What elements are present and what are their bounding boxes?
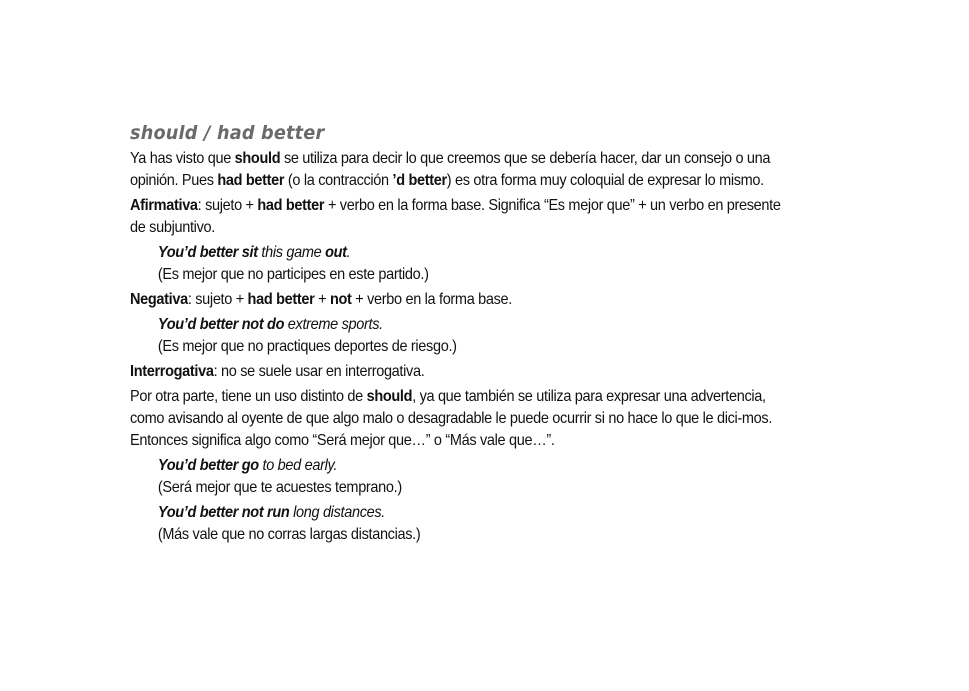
example-1-bold-2: out — [325, 244, 347, 261]
negative-text-1: : sujeto + — [187, 291, 248, 308]
example-2-italic-1: extreme sports. — [284, 316, 383, 333]
affirmative-rule — [130, 195, 792, 239]
example-3-english — [158, 455, 792, 477]
example-3 — [158, 455, 792, 499]
example-2-translation: (Es mejor que no practiques deportes de riesgo.) — [157, 338, 457, 355]
affirmative-text-2: + verbo en la forma base. Significa “Es mejor que” + un verbo en presente de subjuntivo. — [130, 197, 781, 236]
section-title: should / had better — [130, 122, 325, 144]
example-2 — [158, 314, 792, 358]
example-4 — [158, 502, 792, 546]
intro-paragraph — [130, 148, 792, 192]
example-1-italic-2: . — [346, 244, 351, 261]
negative-text-3: + verbo en la forma base. — [351, 291, 512, 308]
example-4-bold-1: You’d better not run — [157, 504, 290, 521]
negative-keyword-not: not — [329, 291, 352, 308]
intro-text-1: Ya has visto que — [130, 150, 235, 167]
example-2-english — [158, 314, 792, 336]
intro-keyword-contraction: ’d better — [392, 172, 447, 189]
example-1-english — [158, 242, 792, 264]
affirmative-keyword: had better — [257, 197, 325, 214]
interrogative-label: Interrogativa — [130, 363, 214, 380]
example-1-translation: (Es mejor que no participes en este partido.) — [157, 266, 429, 283]
example-4-english — [158, 502, 792, 524]
example-4-translation: (Más vale que no corras largas distancias.) — [157, 526, 421, 543]
intro-keyword-had-better: had better — [217, 172, 285, 189]
affirmative-text-1: : sujeto + — [197, 197, 258, 214]
negative-keyword-had-better: had better — [247, 291, 315, 308]
other-use-paragraph — [130, 386, 792, 452]
example-3-translation: (Será mejor que te acuestes temprano.) — [157, 479, 402, 496]
other-use-text-2: , ya que también se utiliza para expresar una advertencia, como avisando al oyente de que algo malo o desagradable le puede ocurrir si no hace lo que le dici-mos. Entonces significa algo como “Será mejor que…” o “Más vale que…”. — [130, 388, 773, 449]
interrogative-rule — [130, 361, 792, 383]
intro-text-2: se utiliza para decir lo que creemos que se debería hacer, dar un consejo o una opinión. Pues — [130, 150, 771, 189]
example-3-italic-1: to bed early. — [258, 457, 338, 474]
other-use-keyword-should: should — [366, 388, 413, 405]
grammar-section — [130, 120, 792, 549]
other-use-text-1: Por otra parte, tiene un uso distinto de — [130, 388, 367, 405]
intro-text-4: ) es otra forma muy coloquial de expresar lo mismo. — [446, 172, 764, 189]
intro-text-3: (o la contracción — [284, 172, 393, 189]
example-2-bold-1: You’d better not do — [157, 316, 285, 333]
example-1 — [158, 242, 792, 286]
example-3-bold-1: You’d better go — [157, 457, 259, 474]
interrogative-text: : no se suele usar en interrogativa. — [213, 363, 425, 380]
example-1-italic-1: this game — [257, 244, 326, 261]
intro-keyword-should: should — [234, 150, 281, 167]
affirmative-label: Afirmativa — [130, 197, 198, 214]
negative-rule — [130, 289, 792, 311]
example-1-bold-1: You’d better sit — [157, 244, 258, 261]
negative-text-2: + — [314, 291, 330, 308]
negative-label: Negativa — [130, 291, 188, 308]
example-4-italic-1: long distances. — [289, 504, 385, 521]
